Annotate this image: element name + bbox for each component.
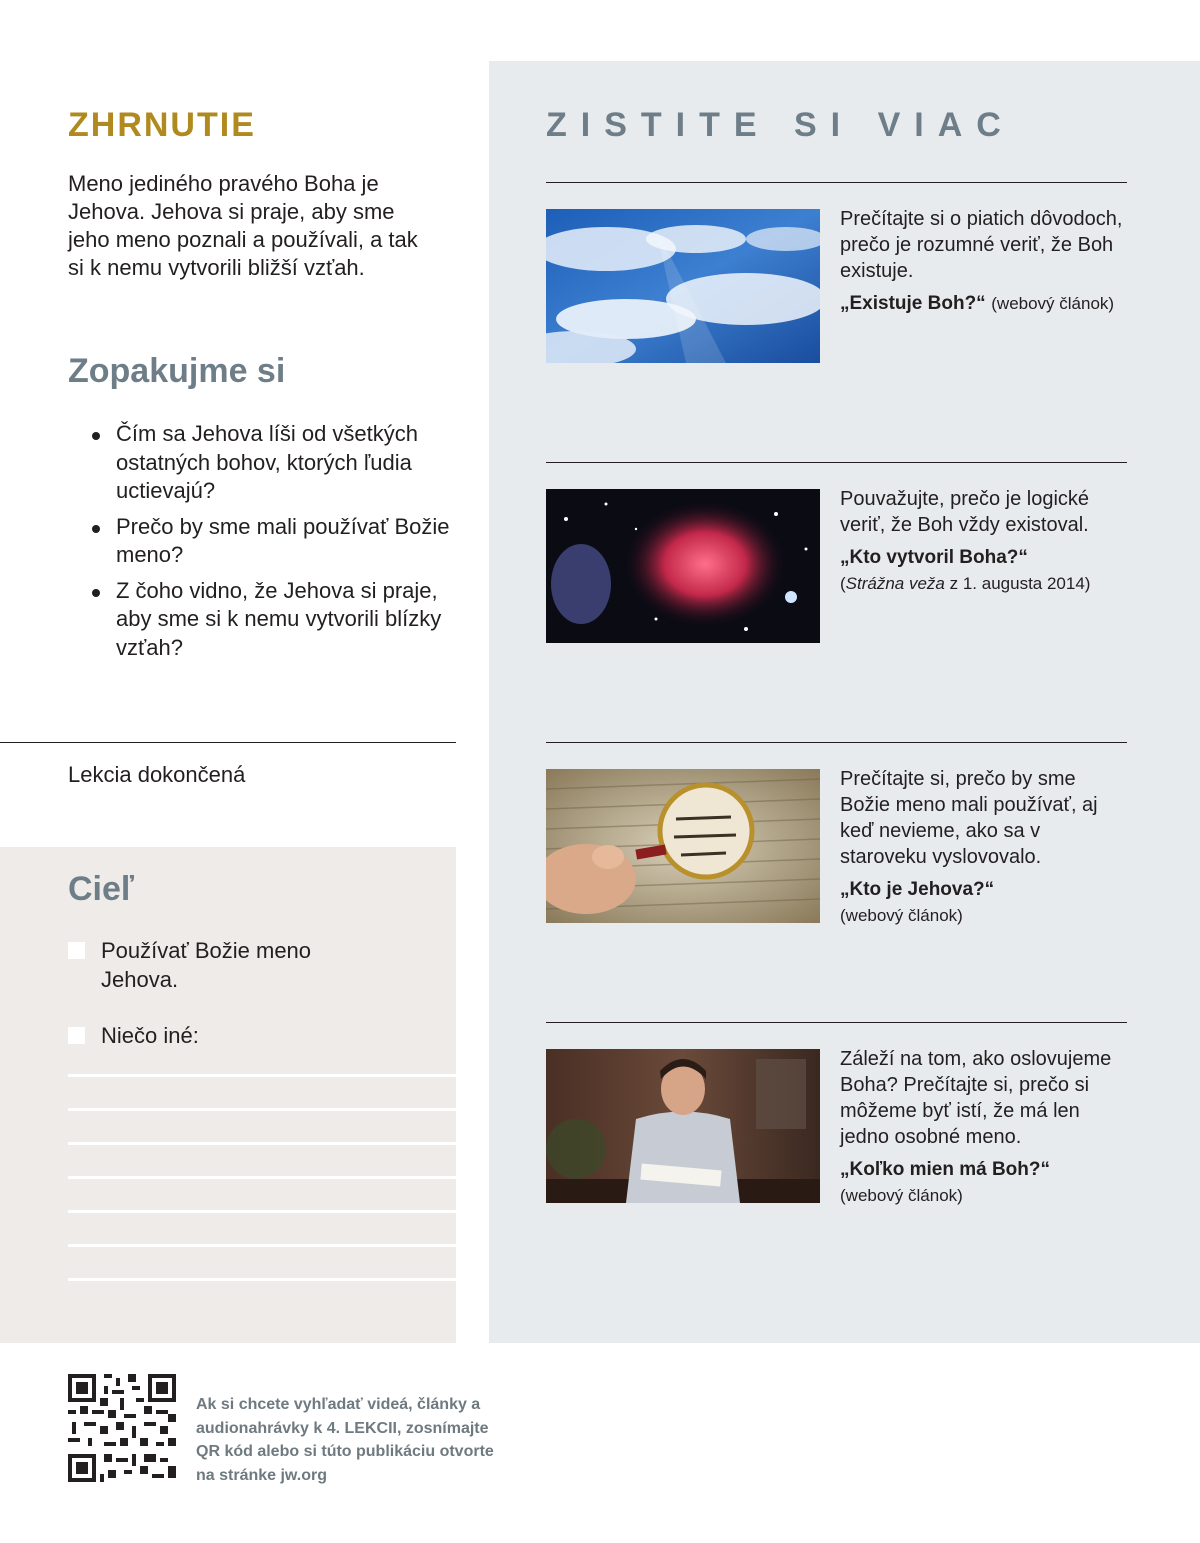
sky-image[interactable]	[546, 209, 820, 363]
goal-item[interactable]	[68, 1022, 328, 1051]
footer-text: Ak si chcete vyhľadať videá, články a audionahrávky k 4. LEKCII, zosnímajte QR kód alebo si túto publikáciu otvorte na stránke jw.org	[196, 1396, 494, 1484]
qr-code-icon[interactable]	[68, 1374, 176, 1482]
article-note: (webový článok)	[991, 294, 1115, 313]
article-note: (Strážna veža z 1. augusta 2014)	[840, 574, 1091, 593]
writing-line[interactable]	[68, 1244, 456, 1247]
goal-item-label: Niečo iné:	[101, 1023, 199, 1048]
sky-illustration	[546, 209, 820, 363]
article-note: (webový článok)	[840, 1186, 963, 1205]
card-description: Prečítajte si o piatich dôvodoch, prečo je rozumné veriť, že Boh existuje.	[840, 208, 1123, 282]
card-text	[840, 766, 1130, 928]
learn-more-title: ZISTITE SI VIAC	[546, 106, 1015, 144]
divider	[546, 462, 1127, 463]
nebula-illustration	[546, 489, 820, 643]
summary-title: ZHRNUTIE	[68, 106, 256, 144]
card-description: Záleží na tom, ako oslovujeme Boha? Prečítajte si, prečo si môžeme byť istí, že má len jedno osobné meno.	[840, 1048, 1112, 1148]
review-question: Čím sa Jehova líši od všetkých ostatných bohov, ktorých ľudia uctievajú?	[92, 420, 452, 506]
reading-man-image[interactable]	[546, 1049, 820, 1203]
goal-item[interactable]	[68, 937, 328, 994]
nebula-image[interactable]	[546, 489, 820, 643]
article-link[interactable]: „Kto je Jehova?“	[840, 879, 995, 900]
writing-line[interactable]	[68, 1176, 456, 1179]
writing-line[interactable]	[68, 1278, 456, 1281]
review-questions	[92, 420, 452, 669]
article-link[interactable]: „Kto vytvoril Boha?“	[840, 547, 1028, 568]
card-text	[840, 206, 1130, 323]
divider	[0, 742, 456, 743]
review-question: Prečo by sme mali používať Božie meno?	[92, 513, 452, 570]
lesson-done-label: Lekcia dokončená	[68, 762, 246, 787]
card-text	[840, 486, 1130, 596]
writing-line[interactable]	[68, 1108, 456, 1111]
goal-checkbox[interactable]	[68, 1027, 85, 1044]
review-title: Zopakujme si	[68, 352, 286, 390]
divider	[546, 182, 1127, 183]
writing-line[interactable]	[68, 1074, 456, 1077]
writing-line[interactable]	[68, 1142, 456, 1145]
goal-item-label: Používať Božie meno Jehova.	[101, 938, 312, 992]
card-text	[840, 1046, 1130, 1208]
article-link[interactable]: „Existuje Boh?“	[840, 293, 986, 314]
card-description: Prečítajte si, prečo by sme Božie meno mali používať, aj keď nevieme, ako sa v staroveku vyslovovalo.	[840, 768, 1098, 868]
summary-text: Meno jediného pravého Boha je Jehova. Jehova si praje, aby sme jeho meno poznali a používali, a tak si k nemu vytvorili bližší vzťah.	[68, 171, 418, 280]
divider	[546, 1022, 1127, 1023]
article-note: (webový článok)	[840, 906, 963, 925]
writing-line[interactable]	[68, 1210, 456, 1213]
goal-checkbox[interactable]	[68, 942, 85, 959]
article-link[interactable]: „Koľko mien má Boh?“	[840, 1159, 1051, 1180]
reading-man-illustration	[546, 1049, 820, 1203]
goal-title: Cieľ	[68, 870, 135, 908]
review-question: Z čoho vidno, že Jehova si praje, aby sme si k nemu vytvorili blízky vzťah?	[92, 577, 452, 663]
divider	[546, 742, 1127, 743]
magnifier-image[interactable]	[546, 769, 820, 923]
goal-section	[0, 847, 456, 1343]
magnifier-illustration	[546, 769, 820, 923]
card-description: Pouvažujte, prečo je logické veriť, že Boh vždy existoval.	[840, 488, 1090, 536]
